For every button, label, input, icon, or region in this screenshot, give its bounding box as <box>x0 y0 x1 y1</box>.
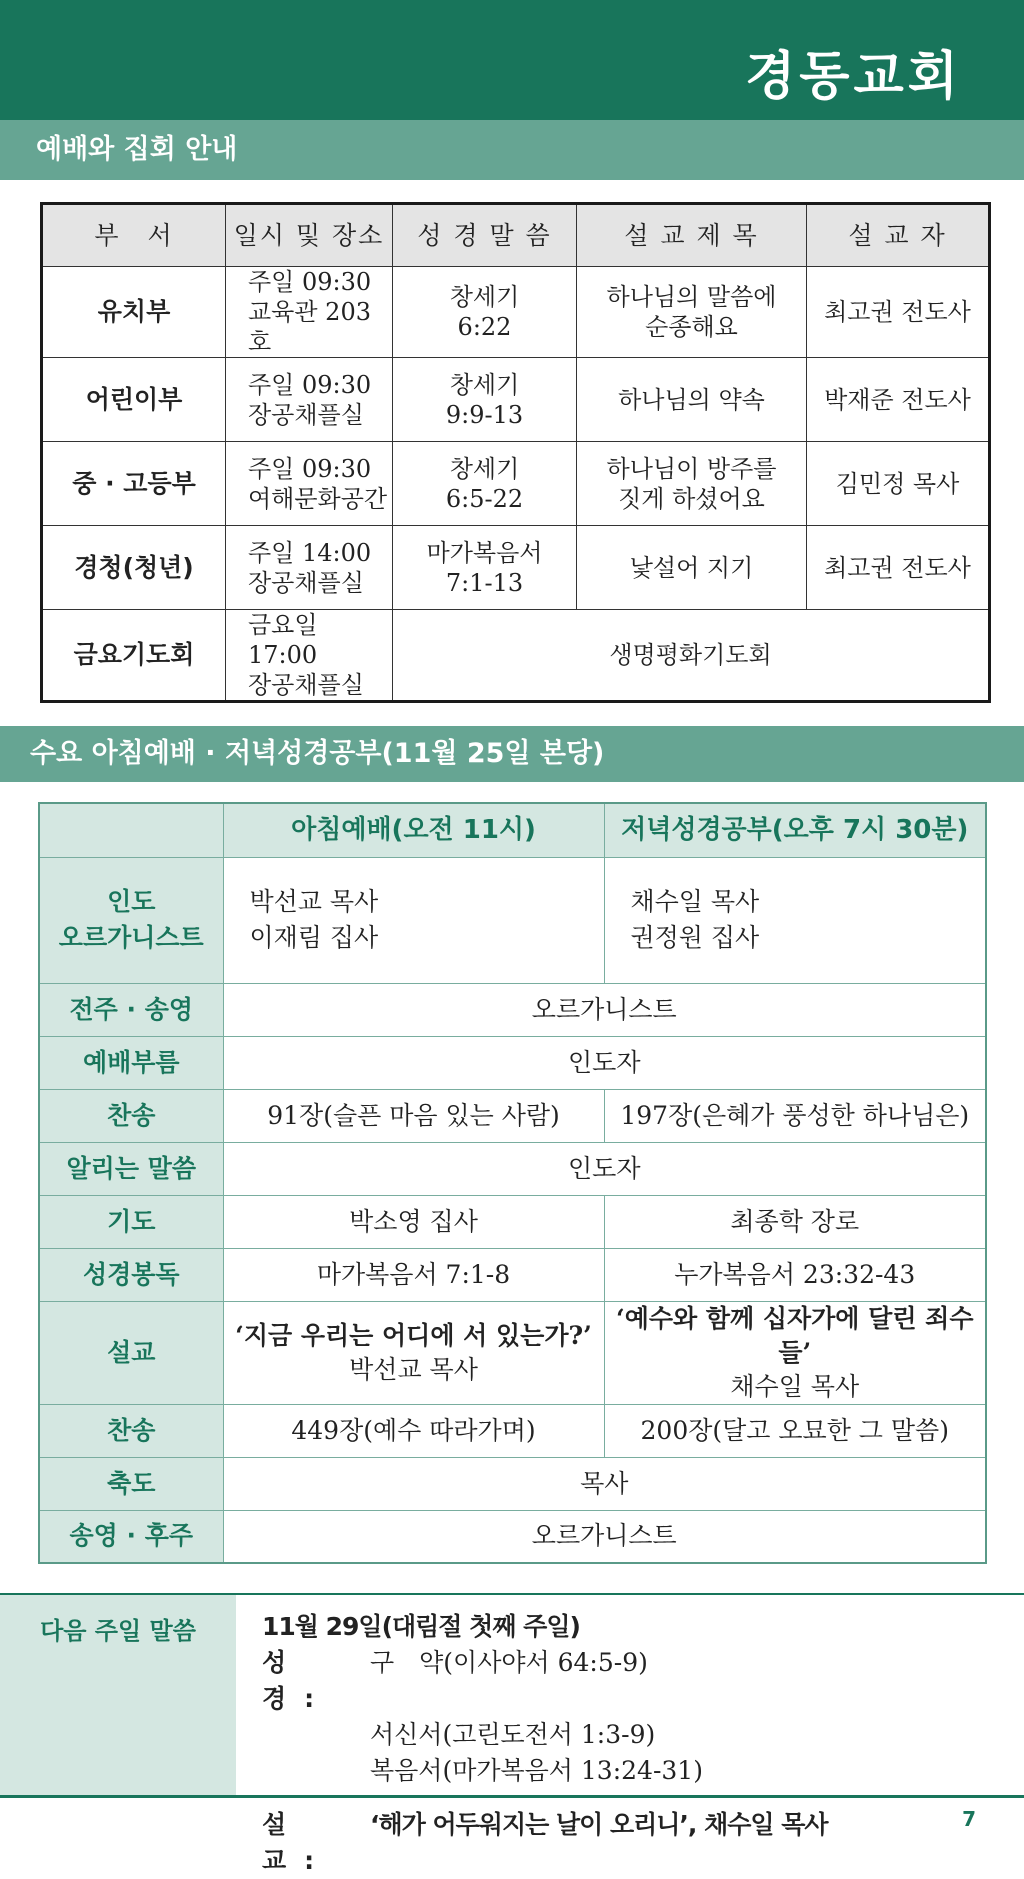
morning-sermon: ‘지금 우리는 어디에 서 있는가?’ 박선교 목사 <box>223 1301 604 1404</box>
evening-value: 200장(달고 오묘한 그 말씀) <box>604 1404 986 1457</box>
table-row <box>39 857 986 983</box>
friday-desc-cell: 생명평화기도회 <box>393 610 990 702</box>
row-value: 오르가니스트 <box>223 983 986 1036</box>
table-row <box>39 1089 986 1142</box>
dept-cell: 유치부 <box>42 267 226 358</box>
row-label: 예배부름 <box>39 1036 223 1089</box>
morning-value: 박소영 집사 <box>223 1195 604 1248</box>
next-week-label: 다음 주일 말씀 <box>40 1617 196 1645</box>
table-row <box>42 610 990 702</box>
title-cell: 하나님의 약속 <box>577 358 807 442</box>
row-label: 찬송 <box>39 1404 223 1457</box>
bible-cell: 마가복음서 7:1-13 <box>393 526 577 610</box>
row-value: 인도자 <box>223 1142 986 1195</box>
table-row <box>39 1142 986 1195</box>
scripture-ot: 구 약(이사야서 64:5-9) <box>370 1648 648 1677</box>
table-row <box>39 1248 986 1301</box>
table-row <box>39 1036 986 1089</box>
title-cell: 하나님의 말씀에 순종해요 <box>577 267 807 358</box>
table-row <box>39 1457 986 1510</box>
sermon-key: 설교: <box>262 1810 333 1875</box>
table-row <box>42 526 990 610</box>
table-row <box>42 358 990 442</box>
row-value: 목사 <box>223 1457 986 1510</box>
morning-leaders: 박선교 목사 이재림 집사 <box>223 857 604 983</box>
sermon-value: ‘해가 어두워지는 날이 오리니’, 채수일 목사 <box>370 1810 828 1839</box>
col-dept: 부 서 <box>42 204 226 267</box>
sermon-row <box>262 1807 828 1879</box>
scripture-epistle: 서신서(고린도전서 1:3-9) <box>370 1720 656 1749</box>
scripture-row <box>262 1645 828 1717</box>
row-label: 축도 <box>39 1457 223 1510</box>
morning-value: 91장(슬픈 마음 있는 사람) <box>223 1089 604 1142</box>
col-morning: 아침예배(오전 11시) <box>223 803 604 857</box>
wednesday-order-table <box>38 802 987 1564</box>
scripture-gospel: 복음서(마가복음서 13:24-31) <box>370 1756 703 1785</box>
when-cell: 주일 09:30 여해문화공간 <box>226 442 393 526</box>
table-row <box>39 1301 986 1404</box>
table-header-row <box>42 204 990 267</box>
church-name: 경동교회 <box>745 47 962 107</box>
preacher-cell: 김민정 목사 <box>807 442 990 526</box>
section-title-wednesday: 수요 아침예배 · 저녁성경공부(11월 25일 본당) <box>0 726 1024 782</box>
row-label: 기도 <box>39 1195 223 1248</box>
bible-cell: 창세기 9:9-13 <box>393 358 577 442</box>
row-value: 인도자 <box>223 1036 986 1089</box>
morning-value: 449장(예수 따라가며) <box>223 1404 604 1457</box>
table-row <box>39 1195 986 1248</box>
next-week-section <box>0 1593 1024 1875</box>
bible-cell: 창세기 6:5-22 <box>393 442 577 526</box>
col-preacher: 설 교 자 <box>807 204 990 267</box>
page-number: 7 <box>962 1807 976 1831</box>
evening-sermon: ‘예수와 함께 십자가에 달린 죄수들’ 채수일 목사 <box>604 1301 986 1404</box>
row-label: 송영 · 후주 <box>39 1510 223 1563</box>
row-label: 알리는 말씀 <box>39 1142 223 1195</box>
table-row <box>39 983 986 1036</box>
when-cell: 주일 09:30 장공채플실 <box>226 358 393 442</box>
table-header-row <box>39 803 986 857</box>
row-label: 설교 <box>39 1301 223 1404</box>
evening-value: 최종학 장로 <box>604 1195 986 1248</box>
when-cell: 금요일 17:00 장공채플실 <box>226 610 393 702</box>
top-banner <box>0 0 1024 120</box>
when-cell: 주일 14:00 장공채플실 <box>226 526 393 610</box>
next-week-content <box>262 1609 828 1879</box>
title-cell: 낯설어 지기 <box>577 526 807 610</box>
bible-cell: 창세기 6:22 <box>393 267 577 358</box>
row-label: 성경봉독 <box>39 1248 223 1301</box>
leader-label: 인도 오르가니스트 <box>39 857 223 983</box>
table-row <box>39 1404 986 1457</box>
evening-leaders: 채수일 목사 권정원 집사 <box>604 857 986 983</box>
col-evening: 저녁성경공부(오후 7시 30분) <box>604 803 986 857</box>
col-bible: 성 경 말 씀 <box>393 204 577 267</box>
next-week-date: 11월 29일(대림절 첫째 주일) <box>262 1612 580 1641</box>
section-title-worship: 예배와 집회 안내 <box>0 120 1024 180</box>
col-empty <box>39 803 223 857</box>
preacher-cell: 박재준 전도사 <box>807 358 990 442</box>
dept-cell: 금요기도회 <box>42 610 226 702</box>
scripture-key: 성경: <box>262 1648 333 1713</box>
row-label: 찬송 <box>39 1089 223 1142</box>
row-value: 오르가니스트 <box>223 1510 986 1563</box>
table-row <box>42 267 990 358</box>
col-title: 설 교 제 목 <box>577 204 807 267</box>
col-when: 일시 및 장소 <box>226 204 393 267</box>
row-label: 전주 · 송영 <box>39 983 223 1036</box>
dept-cell: 어린이부 <box>42 358 226 442</box>
dept-cell: 중 · 고등부 <box>42 442 226 526</box>
when-cell: 주일 09:30 교육관 203호 <box>226 267 393 358</box>
table-row <box>39 1510 986 1563</box>
title-cell: 하나님이 방주를 짓게 하셨어요 <box>577 442 807 526</box>
morning-value: 마가복음서 7:1-8 <box>223 1248 604 1301</box>
preacher-cell: 최고권 전도사 <box>807 267 990 358</box>
worship-schedule-table <box>40 202 991 703</box>
evening-value: 197장(은혜가 풍성한 하나님은) <box>604 1089 986 1142</box>
evening-value: 누가복음서 23:32-43 <box>604 1248 986 1301</box>
preacher-cell: 최고권 전도사 <box>807 526 990 610</box>
dept-cell: 경청(청년) <box>42 526 226 610</box>
table-row <box>42 442 990 526</box>
